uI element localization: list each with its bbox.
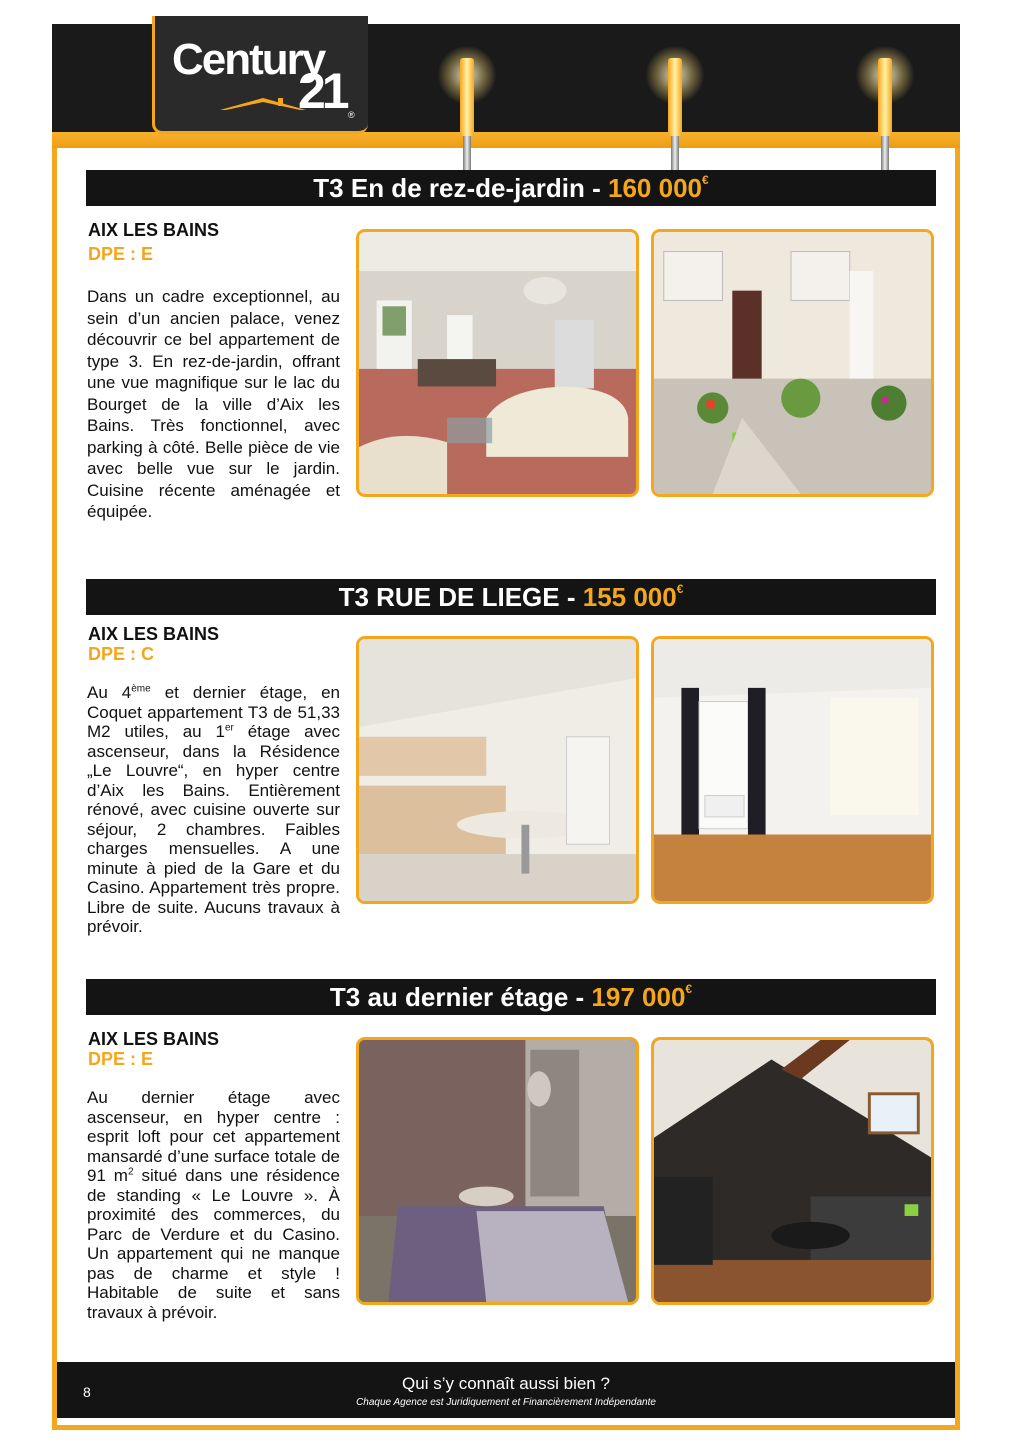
listing-description: Au 4ème et dernier étage, en Coquet appartement T3 de 51,33 M2 utiles, au 1er étage avec ascenseur, dans la Résidence „Le Louvre“, en hyper centre d’Aix les Bains. Entièrement rénové, avec cuisine ouverte sur séjour, 2 chambres. Faibles charges mensuelles. A une minute à pied de la Gare et du Casino. Appartement très propre. Libre de suite. Aucuns travaux à prévoir. bbox=[87, 683, 340, 936]
listing-price: 160 000€ bbox=[608, 173, 709, 203]
listing-photo-garden-facade bbox=[651, 229, 934, 497]
listing-city: AIX LES BAINS bbox=[88, 220, 220, 240]
listing-photo-living-room bbox=[356, 229, 639, 497]
listing-description: Au dernier étage avec ascenseur, en hyper centre : esprit loft pour cet appartement mansardé d’une surface totale de 91 $m^2$ situé dans une résidence de standing « Le Louvre ». À proximité des commerces, du Parc de Verdure et du Casino. Un appartement qui ne manque pas de charme et style ! Habitable de suite et sans travaux à prévoir. bbox=[87, 1088, 340, 1322]
footer-slogan: Qui s’y connaît aussi bien ? bbox=[402, 1374, 610, 1393]
footer-bar bbox=[57, 1362, 955, 1418]
listing-photo-bedroom bbox=[651, 636, 934, 904]
listing-price: 197 000€ bbox=[591, 982, 693, 1012]
house-roof-icon bbox=[220, 96, 306, 110]
listing-title bbox=[86, 579, 936, 615]
logo-wordmark: Century bbox=[172, 35, 325, 84]
listing-description: Dans un cadre exceptionnel, au sein d’un ancien palace, venez découvrir ce bel appartement de type 3. En rez-de-jardin, offrant une vue magnifique sur le lac du Bourget de la ville d’Aix les Bains. Très fonctionnel, avec parking à côté. Belle pièce de vie avec belle vue sur le jardin. Cuisine récente aménagée et équipée. bbox=[87, 287, 340, 521]
footer-legal-notice: Chaque Agence est Juridiquement et Financièrement Indépendante bbox=[356, 1397, 656, 1408]
listing-title bbox=[86, 979, 936, 1015]
listing-title bbox=[86, 170, 936, 206]
logo-number: 21 bbox=[298, 63, 346, 119]
listing-title-text: T3 RUE DE LIEGE - bbox=[338, 582, 583, 612]
listing-title-text: T3 au dernier étage - bbox=[329, 982, 592, 1012]
listing-price: 155 000€ bbox=[582, 582, 684, 612]
listing-dpe: DPE : E bbox=[88, 244, 154, 264]
listing-photo-kitchen bbox=[356, 636, 639, 904]
logo-registered-mark: ® bbox=[348, 110, 355, 120]
header-orange-strip bbox=[52, 132, 960, 148]
listing-city: AIX LES BAINS bbox=[88, 1029, 220, 1049]
listing-photo-master-bedroom bbox=[356, 1037, 639, 1305]
listing-dpe: DPE : C bbox=[88, 644, 155, 664]
listing-photo-loft-kitchen bbox=[651, 1037, 934, 1305]
listing-dpe: DPE : E bbox=[88, 1049, 154, 1069]
listing-city: AIX LES BAINS bbox=[88, 624, 220, 644]
listing-title-text: T3 En de rez-de-jardin - bbox=[313, 173, 609, 203]
page-number: 8 bbox=[83, 1384, 91, 1400]
